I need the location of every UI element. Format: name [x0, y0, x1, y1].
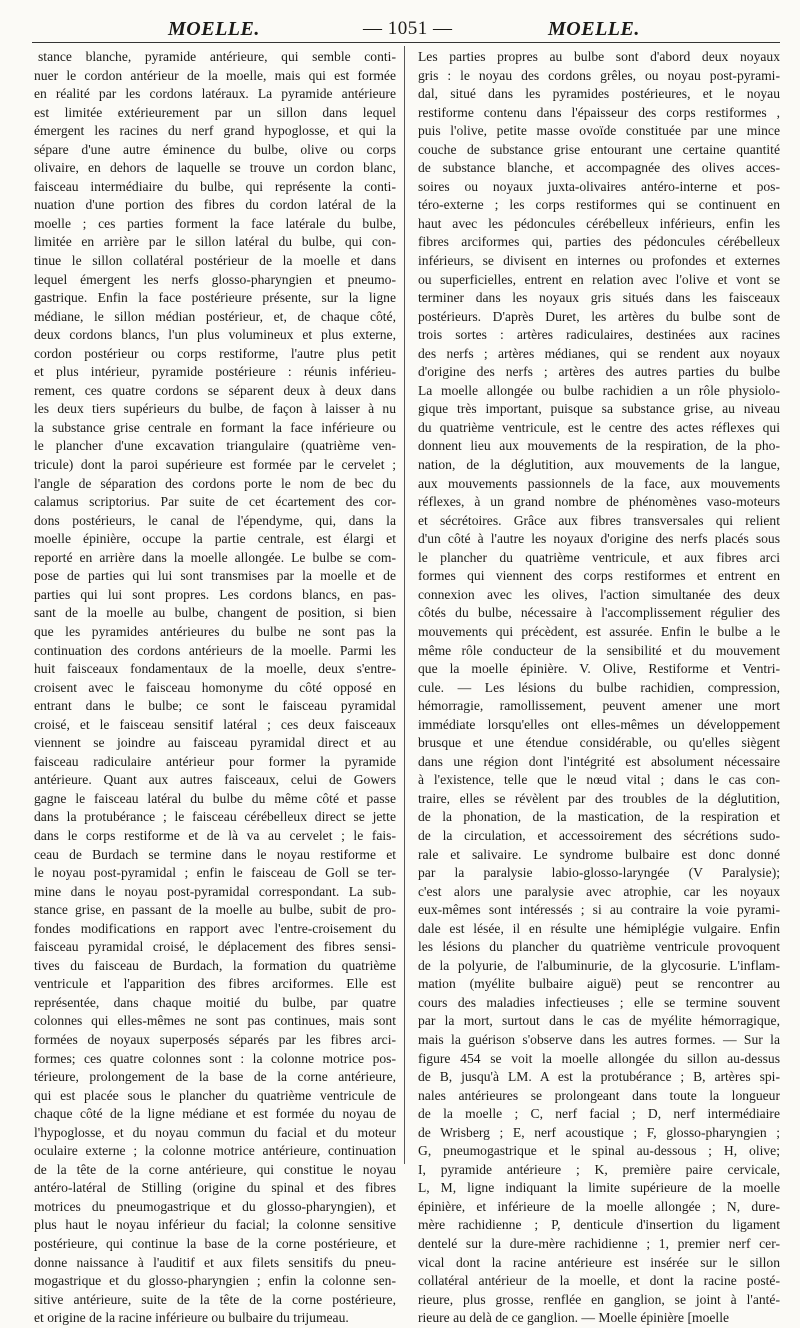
- text-line: G, pneumogastrique et le spinal au-dessous ; H, olive;: [418, 1143, 780, 1159]
- text-line: que la moelle épinière. V. Olive, Restiforme et Ventri-: [418, 661, 780, 677]
- page-number: — 1051 —: [363, 18, 453, 39]
- text-line: formées de noyaux superposés séparés par les fibres arci-: [34, 1031, 396, 1047]
- text-line: eux-mêmes sont intéressés ; si au contraire la voie pyrami-: [418, 902, 780, 918]
- text-line: I, pyramide antérieure ; K, première paire cervicale,: [418, 1161, 780, 1177]
- text-line: inférieurs, se divisent en internes ou profondes et externes: [418, 253, 780, 269]
- text-line: est limitée extérieurement par un sillon dans lequel: [34, 104, 396, 120]
- text-line: nales antérieures se prolongeant dans toute la longueur: [418, 1087, 780, 1103]
- text-line: olivaire, en dehors de laquelle se trouve un cordon blanc,: [34, 160, 396, 176]
- text-line: de B, jusqu'à LM. A est la protubérance ; B, artères spi-: [418, 1069, 780, 1085]
- text-line: deux cordons blancs, l'un plus volumineux et plus externe,: [34, 327, 396, 343]
- text-line: et plus intérieur, pyramide postérieure : réunis inférieu-: [34, 364, 396, 380]
- text-line: postérieure, qui continue la base de la corne postérieure, et: [34, 1236, 396, 1251]
- text-line: tricule) dont la paroi supérieure est formée par le cervelet ;: [34, 457, 396, 473]
- text-line: connexion avec les olives, l'action simultanée des deux: [418, 586, 780, 602]
- text-line: nuation d'une portion des fibres du cordon latéral de la: [34, 197, 396, 213]
- text-line: motrices du pneumogastrique et du glosso-pharyngien), et: [34, 1198, 396, 1214]
- text-line: croisent avec le faisceau homonyme du côté opposé en: [34, 679, 396, 695]
- text-line: soires ou noyaux juxta-olivaires antéro-interne et pos-: [418, 178, 780, 194]
- text-line: mouvements qui précèdent, est assurée. Enfin le bulbe a le: [418, 623, 780, 639]
- text-line: le plancher d'une excavation triangulaire (quatrième ven-: [34, 438, 396, 454]
- header-rule: [32, 42, 780, 43]
- text-line: émergent les racines du nerf grand hypoglosse, et qui la: [34, 123, 396, 139]
- text-line: l'angle de séparation des cordons porte le nom de bec du: [34, 475, 396, 491]
- text-line: téro-externe ; les corps restiformes qui se continuent en: [418, 197, 780, 213]
- text-line: viennent se joindre au faisceau pyramidal direct et au: [34, 735, 396, 751]
- text-line: rieure, plus grosse, renflée en ganglion, se joint à l'anté-: [418, 1291, 780, 1307]
- text-line: que les pyramides antérieures du bulbe ne sont pas la: [34, 623, 396, 639]
- text-line: dale est lésée, il en résulte une hémiplégie vulgaire. Enfin: [418, 920, 780, 936]
- text-line: de la phonation, de la mastication, de la respiration et: [418, 809, 780, 825]
- text-line: antérieure. Quant aux autres faisceaux, celui de Gowers: [34, 772, 396, 788]
- text-line: restiforme contenu dans l'épaisseur des corps restiformes ,: [418, 104, 780, 120]
- text-line: des nerfs ; artères médianes, qui se rendent aux noyaux: [418, 345, 780, 361]
- text-line: sépare d'une autre éminence du bulbe, olive ou corps: [34, 141, 396, 157]
- text-line: réflexes, à un grand nombre de phénomènes vaso-moteurs: [418, 494, 780, 510]
- text-line: donnent lieu aux mouvements de la respiration, de la pho-: [418, 438, 780, 454]
- text-line: aux mouvements passionnels de la face, aux mouvements: [418, 475, 780, 491]
- text-line: mine dans le noyau post-pyramidal correspondant. La sub-: [34, 883, 396, 899]
- text-line: de la polyurie, de l'albuminurie, de la glycosurie. L'inflam-: [418, 957, 780, 973]
- text-line: gagne le faisceau latéral du bulbe du même côté et passe: [34, 790, 396, 806]
- text-line: même rôle conducteur de la sensibilité et du mouvement: [418, 642, 780, 658]
- text-line: ceau de Burdach se termine dans le noyau restiforme et: [34, 846, 396, 862]
- text-line: de Wrisberg ; E, nerf acoustique ; F, glosso-pharyngien ;: [418, 1124, 780, 1140]
- text-line: nation, de la déglutition, aux mouvements de la langue,: [418, 457, 780, 473]
- text-line: ou superficielles, entrent en relation avec l'olive et vont se: [418, 271, 780, 287]
- text-line: croisé, et le faisceau sensitif latéral ; ces deux faisceaux: [34, 716, 396, 732]
- text-line: faisceau radiculaire antérieur pour former la pyramide: [34, 753, 396, 769]
- header-left-title: MOELLE.: [168, 18, 260, 40]
- text-line: à l'existence, telle que le nœud vital ; dans le cas con-: [418, 772, 780, 788]
- column-divider: [404, 46, 405, 1164]
- text-line: dal, situé dans les pyramides postérieures, et le noyau: [418, 86, 780, 102]
- text-line: cordon postérieur ou corps restiforme, l'autre plus petit: [34, 345, 396, 361]
- text-line: de la circulation, et accessoirement des sécrétions sudo-: [418, 827, 780, 843]
- text-line: fondes modifications en rapport avec l'entre-croisement du: [34, 920, 396, 936]
- text-line: moelle ; ces parties forment la face latérale du bulbe,: [34, 215, 396, 231]
- text-line: faisceau intermédiaire du bulbe, qui représente la conti-: [34, 178, 396, 194]
- text-line: haut avec les pédoncules cérébelleux inférieurs, enfin les: [418, 215, 780, 231]
- text-line: de la tête de la corne antérieure, qui constitue le noyau: [34, 1161, 396, 1177]
- text-line: représentée, dans chaque moitié du bulbe, par quatre: [34, 994, 396, 1010]
- text-line: de substance blanche, et accompagnée des olives acces-: [418, 160, 780, 176]
- text-line: formes qui viennent des corps restiformes et entrent en: [418, 568, 780, 584]
- text-line: et origine de la racine inférieure ou bulbaire du trijumeau.: [34, 1310, 349, 1326]
- text-line: stance blanche, pyramide antérieure, qui semble conti-: [38, 49, 396, 64]
- text-line: de la moelle ; C, nerf facial ; D, nerf intermédiaire: [418, 1106, 780, 1122]
- text-line: entrant dans le bulbe; ce sont le faisceau pyramidal: [34, 698, 396, 714]
- text-line: les deux tiers supérieurs du bulbe, de façon à laisser à nu: [34, 401, 396, 417]
- text-line: gastrique. Enfin la face postérieure présente, sur la ligne: [34, 290, 396, 306]
- text-line: oculaire externe ; la colonne motrice antérieure, continuation: [34, 1143, 396, 1159]
- text-line: colonnes qui elles-mêmes ne sont pas continues, mais sont: [34, 1013, 396, 1029]
- text-line: hémorragie, ramollissement, peuvent amener une mort: [418, 698, 780, 714]
- text-line: médiane, le sillon médian postérieur, et, de chaque côté,: [34, 308, 396, 324]
- text-line: trois sortes : artères radiculaires, destinées aux racines: [418, 327, 780, 343]
- text-line: calamus scriptorius. Par suite de cet écartement des cor-: [34, 494, 396, 510]
- text-line: vical dont la racine antérieure est insérée sur le sillon: [418, 1254, 780, 1270]
- text-line: huit faisceaux fondamentaux de la moelle, deux s'entre-: [34, 661, 396, 677]
- text-line: brusque et une étendue considérable, ou qu'elles siègent: [418, 735, 780, 751]
- text-line: le noyau post-pyramidal ; enfin le faisceau de Goll se ter-: [34, 865, 396, 881]
- text-line: dans le corps restiforme et de là va au cervelet ; le fais-: [34, 827, 396, 843]
- text-line: collatéral antérieur de la moelle, et dont la racine posté-: [418, 1273, 780, 1289]
- text-line: mère rachidienne ; P, denticule d'insertion du ligament: [418, 1217, 780, 1233]
- text-line: chaque côté de la ligne médiane et est formée du noyau de: [34, 1106, 396, 1122]
- text-line: sant de la moelle au bulbe, changent de position, si bien: [34, 605, 396, 621]
- text-line: l'hypoglosse, et du noyau commun du facial et du moteur: [34, 1124, 396, 1140]
- text-line: rieure au delà de ce ganglion. — Moelle épinière [moelle: [418, 1310, 730, 1326]
- text-line: tinue le sillon collatéral postérieur de la moelle et dans: [34, 253, 396, 269]
- text-line: c'est alors une paralysie avec atrophie, car les noyaux: [418, 883, 780, 899]
- text-line: tives du faisceau de Burdach, la formation du quatrième: [34, 957, 396, 973]
- text-line: fibres arciformes qui, parties des pédoncules cérébelleux: [418, 234, 780, 250]
- text-line: d'un côté à l'autre les noyaux d'origine des nerfs placés sous: [418, 531, 780, 547]
- text-line: le plancher du quatrième ventricule, et aux fibres arci: [418, 549, 780, 565]
- text-line: qui est placée sous le plancher du quatrième ventricule de: [34, 1087, 396, 1103]
- text-line: couche de substance grise entourant une certaine quantité: [418, 141, 780, 157]
- text-line: dentelé sur la dure-mère rachidienne ; 1, premier nerf cer-: [418, 1236, 780, 1251]
- text-line: La moelle allongée ou bulbe rachidien a un rôle physiolo-: [418, 382, 780, 398]
- text-line: faisceau pyramidal croisé, le déplacement des fibres sensi-: [34, 939, 396, 955]
- text-line: gris : le noyau des cordons grêles, ou noyau post-pyrami-: [418, 67, 780, 83]
- text-line: L, M, ligne indiquant la limite supérieure de la moelle: [418, 1180, 780, 1196]
- text-line: lequel émergent les nerfs glosso-pharyngien et pneumo-: [34, 271, 396, 287]
- text-line: du quatrième ventricule, est le centre des actes réflexes qui: [418, 419, 780, 435]
- text-line: térieure, prolongement de la base de la corne antérieure,: [34, 1069, 396, 1085]
- text-line: côtés du bulbe, nécessaire à l'accomplissement régulier des: [418, 605, 780, 621]
- text-line: par la paralysie labio-glosso-laryngée (V Paralysie);: [418, 865, 780, 881]
- text-line: ventricule et l'apparition des fibres arciformes. Elle est: [34, 976, 396, 992]
- text-line: et sécrétoires. Grâce aux fibres transversales qui relient: [418, 512, 780, 528]
- text-line: parties qui lui sont propres. Les cordons blancs, en pas-: [34, 586, 396, 602]
- text-line: mogastrique et du glosso-pharyngien ; enfin la colonne sen-: [34, 1273, 396, 1289]
- text-line: d'origine des nerfs ; artères des autres parties du bulbe: [418, 364, 780, 380]
- text-line: continuation des cordons antérieurs de la moelle. Parmi les: [34, 642, 396, 658]
- text-line: dans la protubérance ; le faisceau cérébelleux direct se jette: [34, 809, 396, 825]
- text-line: immédiate lorsqu'elles ont elles-mêmes un développement: [418, 716, 780, 732]
- text-line: stance grise, en passant de la moelle au bulbe, subit de pro-: [34, 902, 396, 918]
- text-line: sitive antérieure, suite de la tête de la corne postérieure,: [34, 1291, 396, 1307]
- text-line: formes; ces quatre colonnes sont : la colonne motrice pos-: [34, 1050, 396, 1066]
- text-line: antéro-latéral de Stilling (origine du spinal et des fibres: [34, 1180, 396, 1196]
- right-column: [418, 48, 780, 1328]
- text-line: les lésions du plancher du quatrième ventricule provoquent: [418, 939, 780, 955]
- text-line: cule. — Les lésions du bulbe rachidien, compression,: [418, 679, 780, 695]
- text-line: épinière, et inférieure de la moelle allongée ; N, dure-: [418, 1198, 780, 1214]
- text-line: donne naissance à l'auditif et aux filets sensitifs du pneu-: [34, 1254, 396, 1270]
- text-line: terminer dans les noyaux gris situés dans les faisceaux: [418, 290, 780, 306]
- text-line: pose de parties qui lui sont transmises par la moelle et de: [34, 568, 396, 584]
- text-line: mais la guérison s'observe dans les autres formes. — Sur la: [418, 1031, 780, 1047]
- text-line: dans une région dont l'intégrité est absolument nécessaire: [418, 753, 780, 769]
- text-line: en réalité par les cordons latéraux. La pyramide antérieure: [34, 86, 396, 102]
- text-line: Les parties propres au bulbe sont d'abord deux noyaux: [418, 49, 780, 64]
- running-header: [0, 14, 800, 44]
- text-line: la substance grise centrale en formant la face inférieure ou: [34, 419, 396, 435]
- header-right-title: MOELLE.: [548, 18, 640, 40]
- text-line: plus haut le noyau inférieur du facial; la colonne sensitive: [34, 1217, 396, 1233]
- text-line: dons postérieurs, le canal de l'épendyme, qui, dans la: [34, 512, 396, 528]
- text-line: gique très important, puisque sa substance grise, au niveau: [418, 401, 780, 417]
- text-line: figure 454 se voit la moelle allongée du sillon au-dessus: [418, 1050, 780, 1066]
- text-line: limitée en arrière par le sillon latéral du bulbe, qui con-: [34, 234, 396, 250]
- text-line: rale et salivaire. Le syndrome bulbaire est donc donné: [418, 846, 780, 862]
- text-line: mation (myélite bulbaire aiguë) peut se rencontrer au: [418, 976, 780, 992]
- text-line: nuer le cordon antérieur de la moelle, mais qui est formée: [34, 67, 396, 83]
- text-line: cours des maladies infectieuses ; elle se termine souvent: [418, 994, 780, 1010]
- text-line: traire, elles se révèlent par des troubles de la déglutition,: [418, 790, 780, 806]
- text-line: par la mort, surtout dans le cas de myélite hémorragique,: [418, 1013, 780, 1029]
- text-line: rement, ces quatre cordons se séparent deux à deux dans: [34, 382, 396, 398]
- text-line: postérieurs. D'après Duret, les artères du bulbe sont de: [418, 308, 780, 324]
- text-line: reporté en arrière dans la moelle allongée. Le bulbe se com-: [34, 549, 396, 565]
- text-line: puis l'olive, petite masse ovoïde constituée par une mince: [418, 123, 780, 139]
- left-column: [34, 48, 396, 1328]
- text-line: moelle épinière, occupe la partie centrale, est élargi et: [34, 531, 396, 547]
